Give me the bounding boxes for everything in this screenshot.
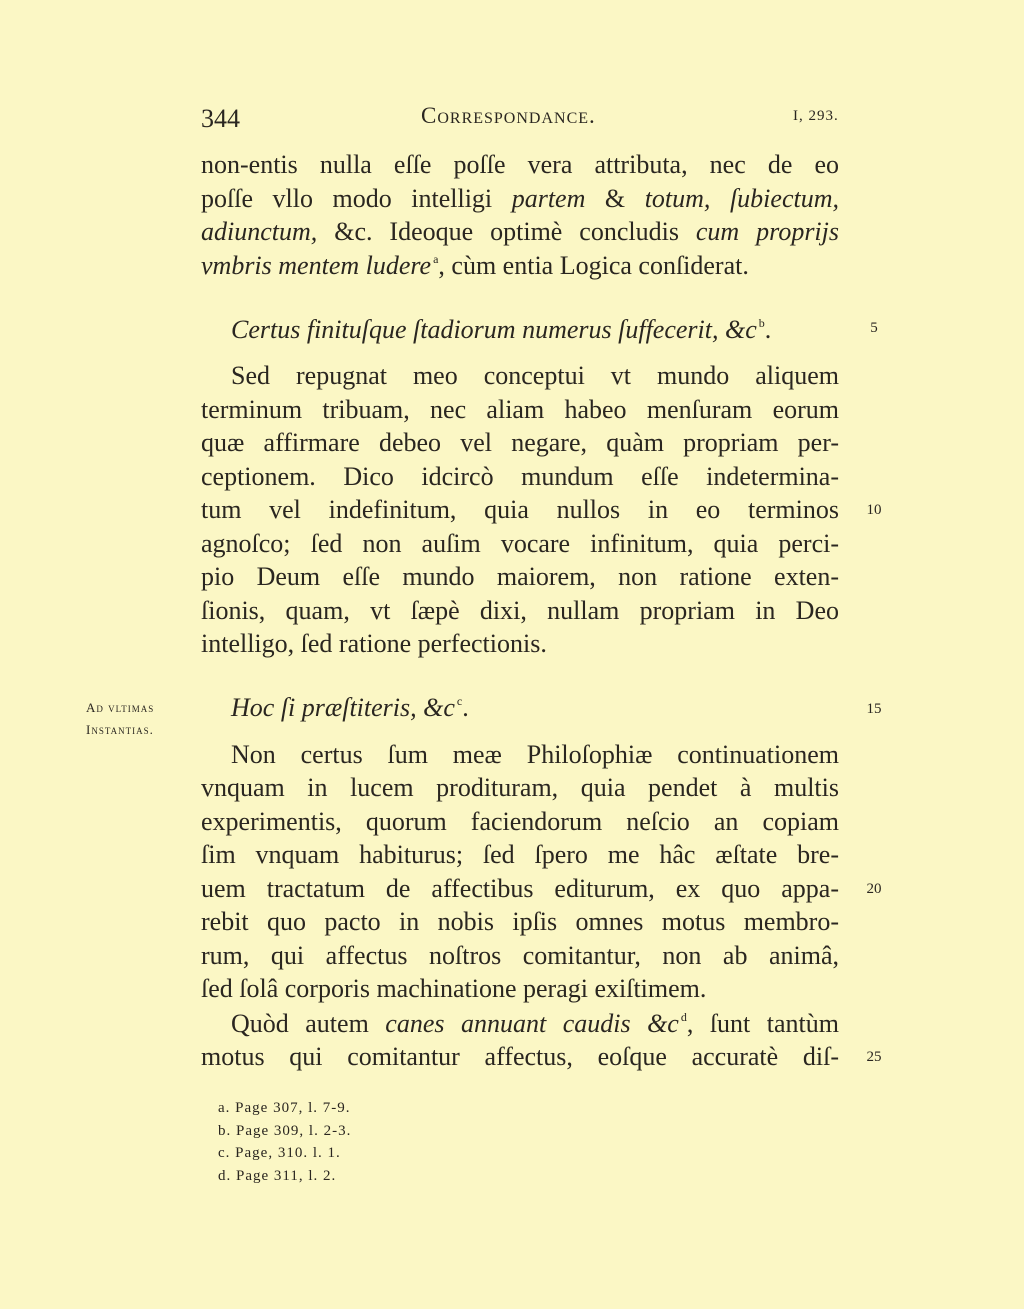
text-line: Non certus ſum meæ Philoſophiæ continuationem bbox=[231, 740, 839, 769]
footnote-ref: d bbox=[680, 1010, 687, 1024]
text-line: rum, qui affectus noſtros comitantur, non ab animâ, bbox=[201, 941, 839, 970]
text-line: adiunctum, &c. Ideoque optimè concludis cum proprijs bbox=[201, 217, 839, 246]
text-line: ſionis, quam, vt ſæpè dixi, nullam propriam in Deo bbox=[201, 596, 839, 625]
text-line: Quòd autem canes annuant caudis &c $^d$, ſunt tantùm bbox=[231, 1009, 839, 1038]
footnote-ref: c bbox=[456, 694, 463, 708]
text-line: vmbris mentem ludere $^a$, cùm entia Logica conſiderat. bbox=[201, 251, 749, 280]
edition-reference: I, 293. bbox=[793, 108, 839, 124]
line-number: 5 bbox=[870, 320, 878, 336]
margin-note: Ad vltimas Instantias. bbox=[86, 700, 155, 737]
footnote: d. Page 311, l. 2. bbox=[218, 1168, 337, 1184]
text-line: terminum tribuam, nec aliam habeo menſuram eorum bbox=[201, 395, 839, 424]
line-number: 15 bbox=[866, 701, 882, 717]
running-title: Correspondance. bbox=[421, 103, 596, 128]
text-line: experimentis, quorum faciendorum neſcio an copiam bbox=[201, 807, 839, 836]
text-line: non-entis nulla eſſe poſſe vera attributa, nec de eo bbox=[201, 150, 839, 179]
line-number: 25 bbox=[866, 1049, 882, 1065]
footnote: b. Page 309, l. 2-3. bbox=[218, 1123, 352, 1139]
line-number: 10 bbox=[866, 502, 882, 518]
text-line: Sed repugnat meo conceptui vt mundo aliquem bbox=[231, 361, 839, 390]
footnote-ref: a bbox=[433, 252, 439, 266]
text-line: ſim vnquam habiturus; ſed ſpero me hâc æſtate bre- bbox=[201, 840, 839, 869]
text-line: ſed ſolâ corporis machinatione peragi exiſtimem. bbox=[201, 974, 707, 1003]
footnote: a. Page 307, l. 7-9. bbox=[218, 1100, 351, 1116]
quoted-lemma: Hoc ſi præſtiteris, &c $^c$. bbox=[231, 693, 469, 722]
page-number: 344 bbox=[201, 104, 240, 133]
line-number: 20 bbox=[866, 881, 882, 897]
text-line: pio Deum eſſe mundo maiorem, non ratione exten- bbox=[201, 562, 839, 591]
text-line: tum vel indefinitum, quia nullos in eo terminos bbox=[201, 495, 839, 524]
quoted-lemma: Certus finituſque ſtadiorum numerus ſuffecerit, &c $^b$. bbox=[231, 315, 772, 344]
text-line: poſſe vllo modo intelligi partem & totum, ſubiectum, bbox=[201, 184, 839, 213]
text-line: intelligo, ſed ratione perfectionis. bbox=[201, 629, 547, 658]
text-line: ceptionem. Dico idcircò mundum eſſe indetermina- bbox=[201, 462, 839, 491]
footnote-ref: b bbox=[758, 316, 765, 330]
footnote: c. Page, 310. l. 1. bbox=[218, 1145, 341, 1161]
text-line: quæ affirmare debeo vel negare, quàm propriam per- bbox=[201, 428, 839, 457]
text-line: vnquam in lucem prodituram, quia pendet à multis bbox=[201, 773, 839, 802]
text-line: uem tractatum de affectibus editurum, ex quo appa- bbox=[201, 874, 839, 903]
text-line: rebit quo pacto in nobis ipſis omnes motus membro- bbox=[201, 907, 839, 936]
text-line: motus qui comitantur affectus, eoſque accuratè diſ- bbox=[201, 1042, 839, 1071]
text-line: agnoſco; ſed non auſim vocare infinitum, quia perci- bbox=[201, 529, 839, 558]
